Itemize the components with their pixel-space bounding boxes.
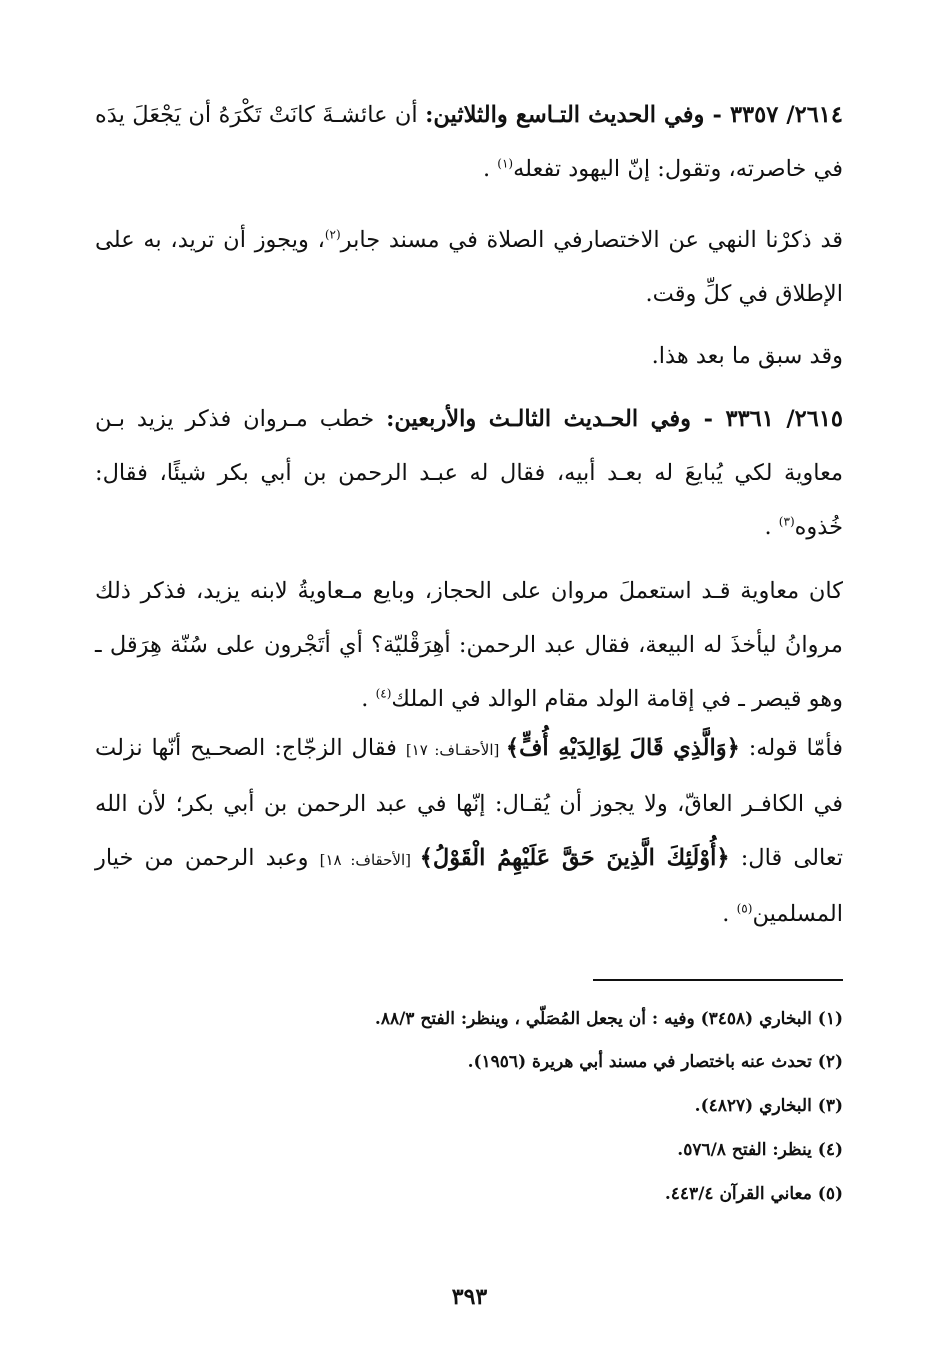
quran-quote: ﴿وَالَّذِي قَالَ لِوَالِدَيْهِ أُفٍّ﴾ (505, 735, 740, 761)
hadith-text: أن عائشـةَ كانَتْ تَكْرَهُ أن يَجْعَلَ يدَه في خاصرته، وتقول: إنّ اليهود تفعله (95, 102, 843, 182)
hadith-paragraph-2614 (95, 88, 843, 196)
quran-reference: [الأحقـاف: ١٧] (405, 741, 506, 759)
footnote-marker: (٢) (324, 227, 341, 242)
commentary-paragraph (95, 721, 843, 941)
commentary-text: فقال الزجّاج: الصحـيح أنّها نزلت في الكافـر العاقّ، ولا يجوز أن يُقـال: إنّها في عبد الرحمن بن أبي بكر؛ لأن الله تعالى قال: (95, 735, 843, 871)
commentary-paragraph (95, 564, 843, 726)
period: . (482, 156, 498, 182)
footnote-marker: (١) (497, 156, 514, 171)
commentary-text: وقد سبق ما بعد هذا. (651, 343, 843, 369)
commentary-text: كان معاوية قـد استعملَ مروان على الحجاز، وبايع مـعاويةُ لابنه يزيد، فذكر ذلك مروانُ ليأخذَ له البيعة، فقال عبد الرحمن: أهِرَقْليّة؟ أي أتَجْرون على سُنّة هِرَقل ـ وهو قيصر ـ في إقامة الولد مقام الوالد في الملك (95, 578, 843, 712)
hadith-number: ٢٦١٥/ ٣٣٦١ (725, 406, 843, 432)
period: . (764, 514, 779, 540)
hadith-heading: - وفي الحديث التـاسع والثلاثين: (425, 102, 730, 128)
commentary-paragraph (95, 329, 843, 383)
hadith-paragraph-2615 (95, 392, 843, 554)
footnote-divider (593, 979, 843, 981)
commentary-text: وعبد الرحمن من خيار المسلمين (95, 845, 843, 927)
footnote-1: (١) البخاري (٣٤٥٨) وفيه : أن يجعل المُصَلّي ، وينظر: الفتح ٨٨/٣. (374, 1009, 843, 1029)
commentary-text: فأمّا قوله: (739, 735, 844, 761)
quran-reference: [الأحقاف: ١٨] (319, 851, 420, 869)
hadith-text: خطب مـروان فذكر يزيد بـن معاوية لكي يُبايعَ له بعـد أبيه، فقال له عبـد الرحمن بن أبي بكر شيئًا، فقال: خُذوه (95, 406, 843, 540)
footnote-3: (٣) البخاري (٤٨٢٧). (694, 1096, 843, 1116)
footnote-2: (٢) تحدث عنه باختصار في مسند أبي هريرة (١٩٥٦). (467, 1052, 843, 1072)
footnote-marker: (٤) (375, 686, 392, 701)
commentary-text: ، ويجوز أن تريد، به على الإطلاق في كلِّ وقت. (95, 227, 843, 307)
period: . (361, 686, 376, 712)
footnote-marker: (٥) (736, 901, 753, 916)
commentary-paragraph (95, 213, 843, 321)
commentary-text: قد ذكرْنا النهي عن الاختصارفي الصلاة في مسند جابر (340, 227, 844, 253)
page-number: ٣٩٣ (451, 1284, 488, 1310)
footnote-4: (٤) ينظر: الفتح ٥٧٦/٨. (677, 1140, 843, 1160)
period: . (722, 901, 737, 927)
hadith-number: ٢٦١٤/ ٣٣٥٧ (729, 102, 843, 128)
hadith-heading: - وفي الحـديث الثالـث والأربعين: (386, 406, 726, 432)
quran-quote: ﴿أُوْلَئِكَ الَّذِينَ حَقَّ عَلَيْهِمُ الْقَوْلُ﴾ (419, 845, 730, 871)
footnote-marker: (٣) (778, 514, 795, 529)
footnote-5: (٥) معاني القرآن ٤٤٣/٤. (664, 1184, 843, 1204)
